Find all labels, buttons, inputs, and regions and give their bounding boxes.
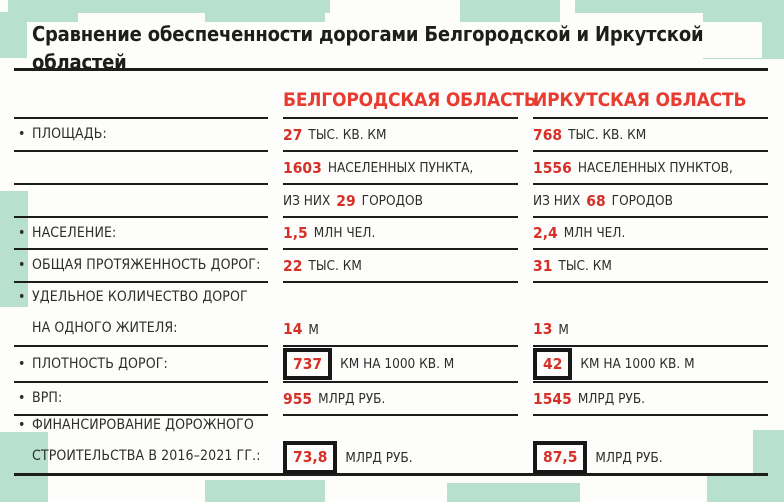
bullet-icon: • <box>18 126 26 142</box>
deco-teal-strip <box>575 0 784 13</box>
column-gap <box>268 150 283 183</box>
value-number: 1545 <box>533 389 572 408</box>
row-label-cell <box>14 345 268 381</box>
value-unit: ТЫС. КВ. КМ <box>308 126 387 143</box>
value-cell-belgorod <box>283 248 518 281</box>
value-cell-belgorod <box>283 345 518 381</box>
value-unit: ИЗ НИХ <box>283 192 331 209</box>
value-number: 14 <box>283 320 303 338</box>
row-label-cell <box>14 248 268 281</box>
value-unit: ГОРОДОВ <box>361 192 423 209</box>
value-number: 2,4 <box>533 224 558 242</box>
bullet-icon: • <box>18 224 26 241</box>
value-unit: НАСЕЛЕННЫХ ПУНКТА, <box>327 159 474 176</box>
table-header-row <box>14 71 768 117</box>
value-unit: МЛРД РУБ. <box>345 450 413 466</box>
column-gap <box>268 414 283 473</box>
header-cell-belgorod <box>283 71 537 117</box>
highlighted-value: 737 <box>283 348 332 381</box>
table-row <box>14 414 768 473</box>
column-gap <box>518 381 533 414</box>
value-number: 31 <box>533 256 553 275</box>
row-label-line: • ПЛОЩАДЬ: <box>14 119 268 150</box>
column-gap <box>268 345 283 381</box>
column-gap <box>518 345 533 381</box>
column-gap <box>268 381 283 414</box>
value-number: 29 <box>336 191 356 210</box>
header-cell-irkutsk <box>533 71 768 117</box>
value-unit: М <box>558 322 569 338</box>
column-gap <box>268 71 283 117</box>
row-label-cell <box>14 150 268 183</box>
row-label-cell <box>14 183 268 216</box>
value-cell-belgorod <box>283 216 518 248</box>
deco-teal-square <box>205 480 325 502</box>
value-unit: ТЫС. КМ <box>308 257 362 274</box>
column-gap <box>518 71 533 117</box>
value-number: 13 <box>533 320 553 338</box>
value-unit: ТЫС. КВ. КМ <box>568 126 647 143</box>
value-cell-irkutsk <box>533 345 768 381</box>
highlighted-value: 42 <box>533 348 572 381</box>
value-cell-irkutsk <box>533 150 768 183</box>
column-gap <box>518 183 533 216</box>
highlighted-value: 73,8 <box>283 441 337 474</box>
comparison-table <box>14 68 768 476</box>
value-number: 22 <box>283 256 303 275</box>
row-label-cell <box>14 281 268 345</box>
page-title: Сравнение обеспеченности дорогами Белгородской и Иркутской областей <box>32 22 704 74</box>
column-gap <box>268 248 283 281</box>
value-cell-belgorod <box>283 117 518 150</box>
value-cell-belgorod <box>283 281 518 345</box>
value-cell-irkutsk <box>533 381 768 414</box>
row-label-line: • УДЕЛЬНОЕ КОЛИЧЕСТВО ДОРОГ <box>14 282 268 313</box>
column-gap <box>518 281 533 345</box>
column-gap <box>268 183 283 216</box>
row-label-line: СТРОИТЕЛЬСТВА В 2016–2021 ГГ.: <box>32 448 261 464</box>
value-unit: МЛН ЧЕЛ. <box>313 225 376 241</box>
table-row <box>14 117 768 150</box>
value-unit: НАСЕЛЕННЫХ ПУНКТОВ, <box>577 159 733 176</box>
value-unit: ИЗ НИХ <box>533 192 581 209</box>
deco-teal-square <box>447 483 580 502</box>
row-label-cell <box>14 117 268 150</box>
row-label-line: НА ОДНОГО ЖИТЕЛЯ: <box>32 320 178 336</box>
table-row <box>14 183 768 216</box>
value-cell-irkutsk <box>533 281 768 345</box>
value-unit: ТЫС. КМ <box>558 257 612 274</box>
value-cell-irkutsk <box>533 183 768 216</box>
value-unit: ГОРОДОВ <box>611 192 673 209</box>
bullet-icon: • <box>18 289 26 305</box>
value-number: 27 <box>283 125 303 144</box>
column-gap <box>268 216 283 248</box>
bullet-icon: • <box>18 390 26 406</box>
value-cell-irkutsk <box>533 216 768 248</box>
column-gap <box>268 117 283 150</box>
value-cell-belgorod <box>283 414 518 473</box>
table-row <box>14 281 768 345</box>
table-row <box>14 345 768 381</box>
value-unit: МЛН ЧЕЛ. <box>563 225 626 241</box>
region-header-irkutsk: ИРКУТСКАЯ ОБЛАСТЬ <box>533 89 747 111</box>
table-row <box>14 248 768 281</box>
value-cell-irkutsk <box>533 117 768 150</box>
value-number: 768 <box>533 125 563 144</box>
value-number: 1,5 <box>283 224 308 242</box>
table-row <box>14 150 768 183</box>
value-cell-belgorod <box>283 150 518 183</box>
column-gap <box>518 414 533 473</box>
value-unit: МЛРД РУБ. <box>577 390 646 407</box>
highlighted-value: 87,5 <box>533 441 587 474</box>
value-cell-belgorod <box>283 381 518 414</box>
value-unit: КМ НА 1000 КВ. М <box>340 356 455 372</box>
row-label-line: • ВРП: <box>14 383 268 414</box>
bullet-icon: • <box>18 257 26 273</box>
column-gap <box>518 216 533 248</box>
value-cell-belgorod <box>283 183 518 216</box>
value-number: 1603 <box>283 158 322 177</box>
column-gap <box>518 117 533 150</box>
value-unit: КМ НА 1000 КВ. М <box>580 356 695 372</box>
table-row <box>14 216 768 248</box>
deco-teal-square <box>707 473 784 502</box>
value-cell-irkutsk <box>533 414 768 473</box>
value-unit: М <box>308 322 319 338</box>
deco-teal-strip <box>8 0 330 13</box>
value-number: 68 <box>586 191 606 210</box>
column-gap <box>518 150 533 183</box>
row-label-cell <box>14 414 268 473</box>
bullet-icon: • <box>18 355 26 372</box>
value-unit: МЛРД РУБ. <box>318 390 386 407</box>
row-label-line: • ОБЩАЯ ПРОТЯЖЕННОСТЬ ДОРОГ: <box>14 250 268 281</box>
region-header-belgorod: БЕЛГОРОДСКАЯ ОБЛАСТЬ <box>283 89 537 111</box>
value-unit: МЛРД РУБ. <box>595 450 663 466</box>
row-label-cell <box>14 216 268 248</box>
row-label-line: • ПЛОТНОСТЬ ДОРОГ: <box>14 349 268 380</box>
value-number: 955 <box>283 389 313 408</box>
header-empty-cell <box>14 71 268 117</box>
bullet-icon: • <box>18 417 26 433</box>
row-label-line: • НАСЕЛЕНИЕ: <box>14 218 268 249</box>
value-cell-irkutsk <box>533 248 768 281</box>
column-gap <box>518 248 533 281</box>
row-label-line: • ФИНАНСИРОВАНИЕ ДОРОЖНОГО <box>14 410 268 441</box>
value-number: 1556 <box>533 158 572 177</box>
column-gap <box>268 281 283 345</box>
